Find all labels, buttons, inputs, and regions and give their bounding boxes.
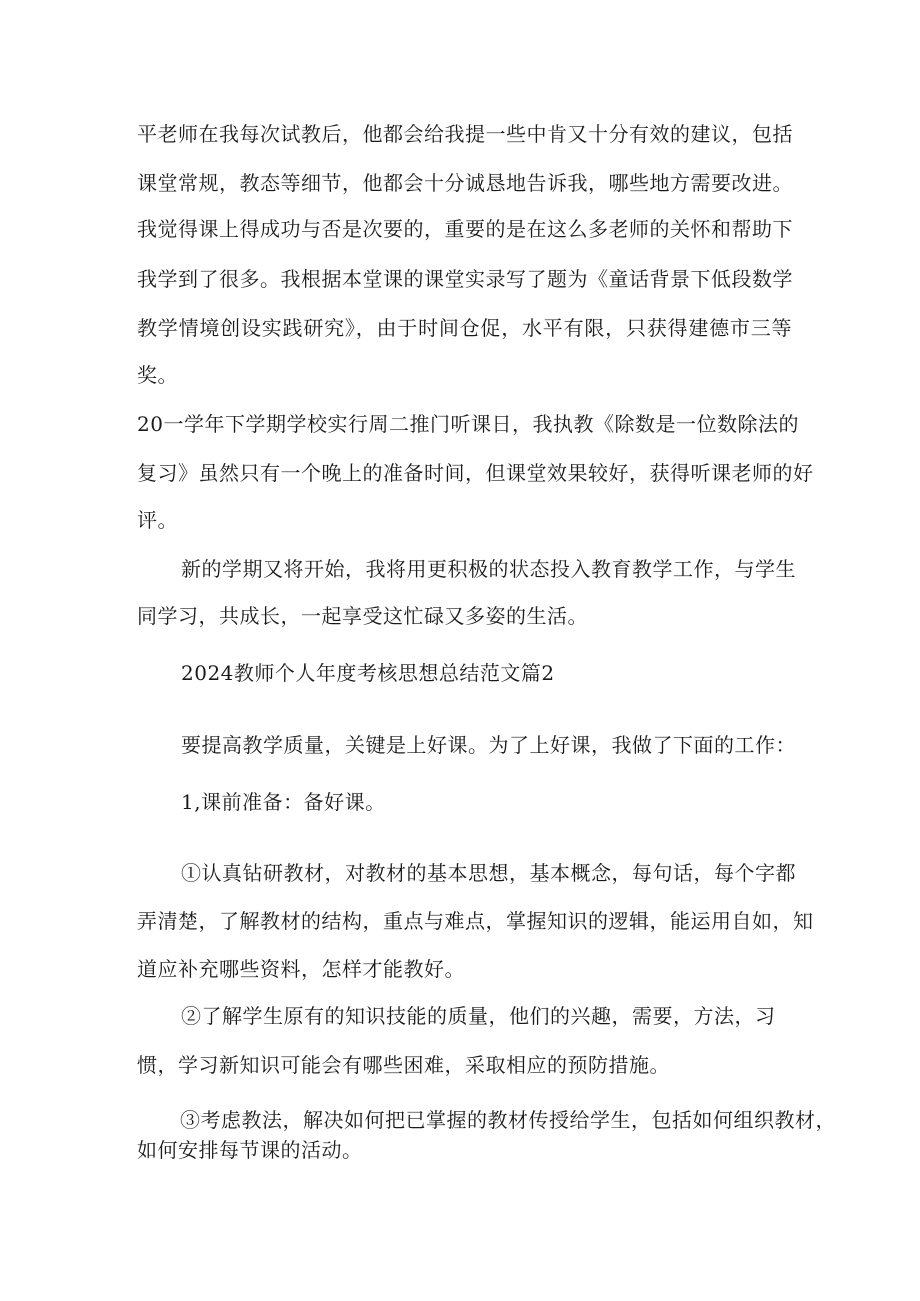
paragraph-2-line-3: 评。 <box>137 508 178 532</box>
section-title: 2024教师个人年度考核思想总结范文篇2 <box>181 661 555 685</box>
item-1-heading: 1,课前准备：备好课。 <box>181 790 386 814</box>
paragraph-1-line-2: 课堂常规，教态等细节，他都会十分诚恳地告诉我，哪些地方需要改进。 <box>137 171 793 195</box>
paragraph-1-line-6: 奖。 <box>137 363 178 387</box>
paragraph-3-line-1: 新的学期又将开始，我将用更积极的状态投入教育教学工作，与学生 <box>181 557 796 581</box>
paragraph-1-line-5: 教学情境创设实践研究》，由于时间仓促，水平有限，只获得建德市三等 <box>137 316 792 340</box>
paragraph-1-line-1: 平老师在我每次试教后，他都会给我提一些中肯又十分有效的建议，包括 <box>137 122 793 146</box>
circle-item-2-line-2: 惯，学习新知识可能会有哪些困难，采取相应的预防措施。 <box>137 1053 670 1077</box>
paragraph-3-line-2: 同学习，共成长，一起享受这忙碌又多姿的生活。 <box>137 604 588 628</box>
paragraph-1-line-3: 我觉得课上得成功与否是次要的，重要的是在这么多老师的关怀和帮助下 <box>137 217 793 241</box>
circle-item-3-line-2: 如何安排每节课的活动。 <box>137 1138 363 1162</box>
circle-item-3-line-1: ③考虑教法，解决如何把已掌握的教材传授给学生，包括如何组织教材， <box>180 1108 836 1132</box>
circle-item-1-line-2: 弄清楚，了解教材的结构，重点与难点，掌握知识的逻辑，能运用自如，知 <box>137 909 814 933</box>
circle-item-1-line-1: ①认真钻研教材，对教材的基本思想，基本概念，每句话，每个字都 <box>181 861 796 885</box>
paragraph-1-line-4: 我学到了很多。我根据本堂课的课堂实录写了题为《童话背景下低段数学 <box>137 267 793 291</box>
circle-item-1-line-3: 道应补充哪些资料，怎样才能教好。 <box>137 957 465 981</box>
paragraph-2-line-1: 20一学年下学期学校实行周二推门听课日，我执教《除数是一位数除法的 <box>137 412 799 436</box>
intro-text: 要提高教学质量，关键是上好课。为了上好课，我做了下面的工作： <box>181 733 796 757</box>
paragraph-2-line-2: 复习》虽然只有一个晚上的准备时间，但课堂效果较好，获得听课老师的好 <box>137 461 814 485</box>
circle-item-2-line-1: ②了解学生原有的知识技能的质量，他们的兴趣，需要，方法，习 <box>181 1004 776 1028</box>
